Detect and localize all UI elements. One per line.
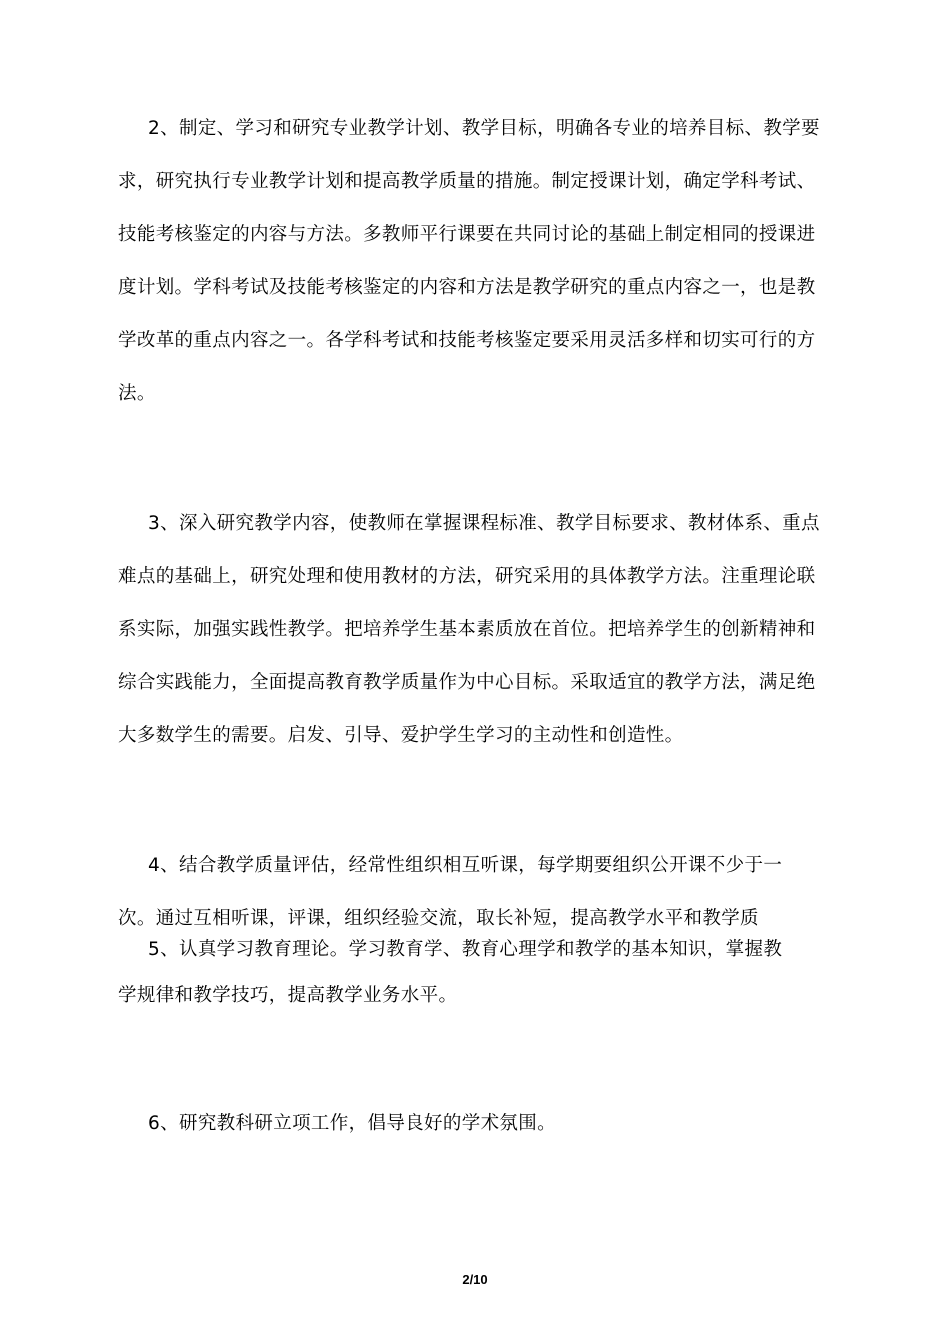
paragraph-4-line-1: 4、结合教学质量评估，经常性组织相互听课，每学期要组织公开课不少于一 [148, 855, 783, 876]
paragraph-5-line-2: 学规律和教学技巧，提高教学业务水平。 [118, 985, 458, 1006]
paragraph-3-line-5: 大多数学生的需要。启发、引导、爱护学生学习的主动性和创造性。 [118, 725, 684, 746]
paragraph-3-line-1: 3、深入研究教学内容，使教师在掌握课程标准、教学目标要求、教材体系、重点 [148, 513, 820, 534]
paragraph-3-line-4: 综合实践能力，全面提高教育教学质量作为中心目标。采取适宜的教学方法，满足绝 [118, 672, 816, 693]
paragraph-2-line-4: 度计划。学科考试及技能考核鉴定的内容和方法是教学研究的重点内容之一，也是教 [118, 277, 816, 298]
paragraph-4-line-2: 次。通过互相听课，评课，组织经验交流，取长补短，提高教学水平和教学质 [118, 908, 759, 929]
paragraph-2-line-6: 法。 [118, 383, 156, 404]
paragraph-2-line-5: 学改革的重点内容之一。各学科考试和技能考核鉴定要采用灵活多样和切实可行的方 [118, 330, 816, 351]
paragraph-3-line-2: 难点的基础上，研究处理和使用教材的方法，研究采用的具体教学方法。注重理论联 [118, 566, 816, 587]
paragraph-2-line-2: 求，研究执行专业教学计划和提高教学质量的措施。制定授课计划，确定学科考试、 [118, 171, 816, 192]
paragraph-6-line-1: 6、研究教科研立项工作，倡导良好的学术氛围。 [148, 1113, 556, 1134]
paragraph-3-line-3: 系实际，加强实践性教学。把培养学生基本素质放在首位。把培养学生的创新精神和 [118, 619, 816, 640]
paragraph-5-line-1: 5、认真学习教育理论。学习教育学、教育心理学和教学的基本知识，掌握教 [148, 939, 783, 960]
page-number: 2/10 [462, 1272, 488, 1287]
paragraph-2-line-3: 技能考核鉴定的内容与方法。多教师平行课要在共同讨论的基础上制定相同的授课进 [118, 224, 816, 245]
paragraph-2-line-1: 2、制定、学习和研究专业教学计划、教学目标，明确各专业的培养目标、教学要 [148, 118, 820, 139]
